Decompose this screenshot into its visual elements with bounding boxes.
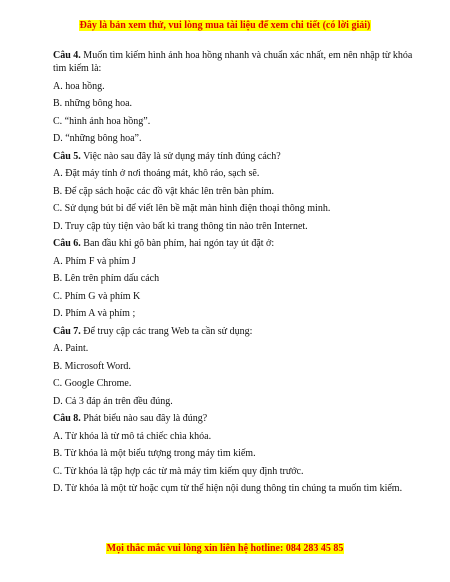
option: B. Để cặp sách hoặc các đồ vật khác lên trên bàn phím. (53, 185, 275, 197)
preview-notice-text: Đây là bản xem thử, vui lòng mua tài liệu để xem chi tiết (có lời giải) (79, 20, 371, 31)
question-5 (53, 150, 413, 163)
option: D. Truy cập tùy tiện vào bất kì trang thông tin nào trên Internet. (53, 220, 308, 232)
option: D. “những bông hoa”. (53, 133, 142, 144)
option: A. Paint. (53, 343, 89, 354)
option: A. Đặt máy tính ở nơi thoáng mát, khô ráo, sạch sẽ. (53, 168, 260, 179)
option: A. hoa hồng. (53, 80, 105, 92)
option: C. Sử dụng bút bi để viết lên bề mặt màn hình điện thoại thông minh. (53, 203, 331, 214)
question-6 (53, 237, 413, 250)
option: B. những bông hoa. (53, 98, 133, 109)
option: A. Phím F và phím J (53, 255, 136, 267)
option: B. Lên trên phím dấu cách (53, 273, 160, 284)
option: D. Từ khóa là một từ hoặc cụm từ thể hiện nội dung thông tin chúng ta muốn tìm kiếm. (53, 483, 403, 494)
question-number: Câu 8. (53, 413, 81, 424)
question-7 (53, 325, 413, 338)
option: B. Microsoft Word. (53, 360, 131, 372)
option: C. “hình ảnh hoa hồng”. (53, 115, 151, 127)
question-text: Phát biểu nào sau đây là đúng? (83, 413, 208, 424)
option: D. Phím A và phím ; (53, 308, 136, 319)
hotline-footer (0, 543, 450, 554)
option: D. Cả 3 đáp án trên đều đúng. (53, 395, 173, 407)
document-body (53, 49, 413, 500)
question-text: Muốn tìm kiếm hình ảnh hoa hồng nhanh và chuẩn xác nhất, em nên nhập từ khóa tìm kiếm là: (53, 50, 413, 74)
question-number: Câu 4. (53, 50, 81, 61)
question-number: Câu 7. (53, 325, 81, 337)
question-number: Câu 6. (53, 238, 81, 249)
question-text: Việc nào sau đây là sử dụng máy tính đúng cách? (83, 150, 281, 162)
preview-notice-banner (0, 20, 450, 31)
option: A. Từ khóa là từ mô tả chiếc chìa khóa. (53, 430, 212, 442)
option: B. Từ khóa là một biểu tượng trong máy tìm kiếm. (53, 448, 256, 459)
question-4 (53, 49, 413, 75)
question-number: Câu 5. (53, 150, 81, 162)
question-text: Ban đầu khi gõ bàn phím, hai ngón tay út đặt ở: (83, 238, 275, 249)
question-text: Để truy cập các trang Web ta cần sử dụng: (83, 325, 253, 337)
option: C. Phím G và phím K (53, 290, 141, 302)
option: C. Từ khóa là tập hợp các từ mà máy tìm kiếm quy định trước. (53, 465, 304, 477)
option: C. Google Chrome. (53, 378, 132, 389)
question-8 (53, 412, 413, 425)
hotline-text: Mọi thắc mắc vui lòng xin liên hệ hotline: 084 283 45 85 (106, 543, 344, 554)
